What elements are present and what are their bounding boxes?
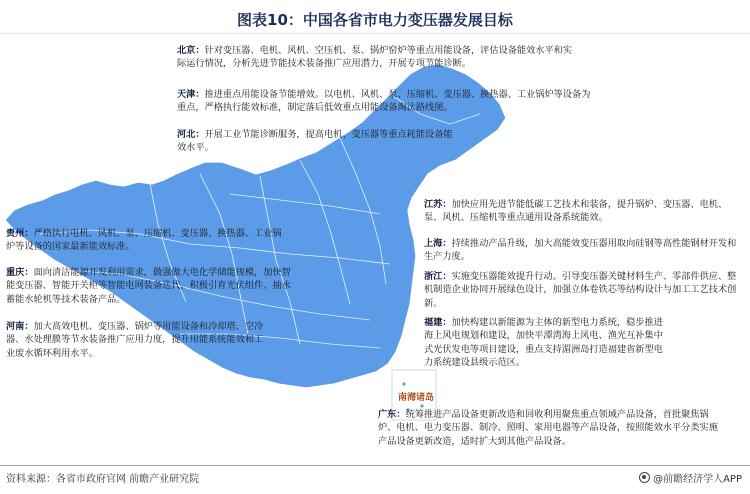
note-zhejiang-text: 实施变压器能效提升行动。引导变压器关键材料生产、零部件供应、整机制造企业协同开展绿色设计，加强立体卷铁芯等结构设计与加工工艺技术创新。 — [424, 271, 737, 309]
note-chongqing-label: 重庆： — [6, 267, 34, 278]
brand-mark — [639, 470, 742, 485]
note-henan — [6, 320, 268, 360]
note-hebei-label: 河北： — [177, 129, 205, 140]
note-chongqing-text: 面向清洁能源开发利用需求，做强做大电化学储能规模，加快智能变压器、智能开关柜等智能电网装备迭代，积极引育光伏组件、抽水蓄能水轮机等技术装备产品。 — [6, 267, 291, 305]
note-beijing-label: 北京： — [177, 45, 205, 56]
note-hebei — [177, 128, 457, 155]
note-tianjin-label: 天津： — [177, 89, 205, 100]
note-fujian-label: 福建： — [424, 317, 452, 328]
note-shanghai-label: 上海： — [424, 238, 452, 249]
note-jiangsu-text: 加快应用先进节能低碳工艺技术和装备，提升锅炉、变压器、电机、泵、风机、压缩机等重点通用设备系统能效。 — [424, 199, 728, 224]
note-guangdong-text: 统筹推进产品设备更新改造和回收利用聚焦重点领域产品设备，首批聚焦锅炉、电机、电力变压器、制冷、照明、家用电器等产品设备，按照能效水平分类实施产品设备更新改造，适时扩大到其他产品设备。 — [378, 409, 718, 447]
note-guizhou-text: 严格执行电机、风机、泵、压缩机、变压器、换热器、工业锅炉等设备的国家最新能效标准。 — [6, 228, 282, 253]
brand-logo-icon — [639, 472, 650, 483]
note-tianjin-text: 推进重点用能设备节能增效。以电机、风机、泵、压缩机、变压器、换热器、工业锅炉等设备为重点，严格执行能效标准，制定落后低效重点用能设备淘汰路线图。 — [177, 89, 591, 114]
note-jiangsu-label: 江苏： — [424, 199, 452, 210]
note-hebei-text: 开展工业节能诊断服务，提高电机、变压器等重点耗能设备能效水平。 — [177, 129, 453, 154]
note-shanghai-text: 持续推动产品升级，加大高能效变压器用取向硅钢等高性能钢材开发和生产力度。 — [424, 238, 737, 263]
note-fujian-text: 加快构建以新能源为主体的新型电力系统，稳步推进海上风电规划和建设，加快平潭湾海上风电、渔光互补集中式光伏发电等项目建设，重点支持湄洲岛打造福建省新型电力系统建设县级示范区。 — [424, 317, 663, 369]
china-map — [0, 34, 750, 464]
note-beijing — [177, 44, 577, 71]
source-note: 资料来源：各省市政府官网 前瞻产业研究院 — [6, 474, 200, 485]
note-jiangsu — [424, 198, 742, 225]
note-beijing-text: 针对变压器、电机、风机、空压机、泵、锅炉窑炉等重点用能设备，评估设备能效水平和实际运行情况，分析先进节能技术装备推广应用潜力，开展专项节能诊断。 — [177, 45, 573, 70]
note-henan-label: 河南： — [6, 321, 34, 332]
chart-title: 图表10：中国各省市电力变压器发展目标 — [237, 11, 513, 29]
note-shanghai — [424, 237, 742, 264]
note-zhejiang-label: 浙江： — [424, 271, 452, 282]
note-guizhou — [6, 227, 282, 254]
note-guizhou-label: 贵州： — [6, 228, 34, 239]
brand-label: @前瞻经济学人APP — [653, 474, 742, 485]
note-zhejiang — [424, 270, 742, 310]
note-guangdong-label: 广东： — [378, 409, 406, 420]
south-china-sea-islands-label: 南海诸岛 — [398, 393, 435, 403]
note-fujian — [424, 316, 668, 370]
note-tianjin — [177, 88, 597, 115]
note-chongqing — [6, 266, 292, 306]
footer-divider — [0, 465, 750, 466]
note-henan-text: 加大高效电机、变压器、锅炉等用能设备和冷却塔、空冷器、水处理膜等节水装备推广应用力度，提升用能系统能效和工业废水循环利用水平。 — [6, 321, 264, 359]
note-guangdong — [378, 408, 718, 448]
